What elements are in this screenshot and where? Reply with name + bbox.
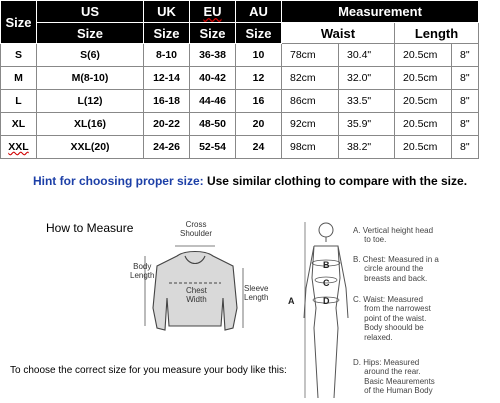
instruction-text: To choose the correct size for you measure your body like this:	[10, 365, 287, 376]
length-in-cell: 8"	[452, 67, 479, 90]
length-in-cell: 8"	[452, 44, 479, 67]
eu-header	[190, 1, 236, 23]
length-cm-cell: 20.5cm	[395, 90, 452, 113]
length-cm-cell: 20.5cm	[395, 44, 452, 67]
label-d: D	[323, 296, 330, 306]
waist-cm-cell: 92cm	[282, 113, 339, 136]
size-cell	[1, 136, 37, 159]
label-a: A	[288, 296, 295, 306]
uk-size-cell: 24-26	[144, 136, 190, 159]
us-size-cell: XL(16)	[37, 113, 144, 136]
uk-subheader: Size	[144, 23, 190, 44]
length-in-cell: 8"	[452, 113, 479, 136]
waist-cm-cell: 86cm	[282, 90, 339, 113]
body-figure	[300, 218, 352, 403]
legend-a: A. Vertical height head to toe.	[353, 226, 434, 245]
size-label: XXL	[8, 141, 29, 153]
table-row	[1, 136, 479, 159]
eu-size-cell: 48-50	[190, 113, 236, 136]
au-size-cell: 20	[236, 113, 282, 136]
au-size-cell: 12	[236, 67, 282, 90]
hint-label: Hint for choosing proper size:	[32, 174, 204, 188]
legend-d: D. Hips: Measured around the rear. Basic Meaurements of the Human Body	[353, 358, 435, 396]
header-row-1	[1, 1, 479, 23]
sleeve-length-label: Sleeve Length	[244, 284, 269, 303]
waist-header: Waist	[282, 23, 395, 44]
table-row	[1, 67, 479, 90]
eu-header-label: EU	[203, 4, 222, 19]
cross-shoulder-label: Cross Shoulder	[180, 220, 213, 239]
us-size-cell: M(8-10)	[37, 67, 144, 90]
waist-cm-cell: 98cm	[282, 136, 339, 159]
au-subheader: Size	[236, 23, 282, 44]
size-cell: L	[1, 90, 37, 113]
eu-subheader: Size	[190, 23, 236, 44]
label-b: B	[323, 260, 330, 270]
uk-size-cell: 20-22	[144, 113, 190, 136]
size-hint	[0, 174, 500, 188]
au-size-cell: 16	[236, 90, 282, 113]
legend-b: B. Chest: Measured in a circle around the breasts and back.	[353, 255, 439, 283]
length-cm-cell: 20.5cm	[395, 136, 452, 159]
how-to-measure-title: How to Measure	[46, 221, 134, 235]
au-header: AU	[236, 1, 282, 23]
hint-text: Use similar clothing to compare with the size.	[206, 174, 468, 188]
uk-size-cell: 12-14	[144, 67, 190, 90]
table-row	[1, 113, 479, 136]
size-chart-table	[0, 0, 479, 159]
size-cell: S	[1, 44, 37, 67]
waist-in-cell: 38.2"	[339, 136, 395, 159]
legend-c: C. Waist: Measured from the narrowest point of the waist. Body shoould be relaxed.	[353, 295, 431, 342]
measurement-header: Measurement	[282, 1, 479, 23]
us-subheader: Size	[37, 23, 144, 44]
uk-size-cell: 16-18	[144, 90, 190, 113]
waist-in-cell: 35.9"	[339, 113, 395, 136]
au-size-cell: 10	[236, 44, 282, 67]
waist-in-cell: 33.5"	[339, 90, 395, 113]
table-row	[1, 90, 479, 113]
waist-cm-cell: 82cm	[282, 67, 339, 90]
eu-size-cell: 52-54	[190, 136, 236, 159]
size-cell: XL	[1, 113, 37, 136]
us-header: US	[37, 1, 144, 23]
table-row	[1, 44, 479, 67]
chest-width-label: Chest Width	[186, 286, 207, 305]
eu-size-cell: 44-46	[190, 90, 236, 113]
header-row-2	[1, 23, 479, 44]
us-size-cell: S(6)	[37, 44, 144, 67]
waist-in-cell: 32.0"	[339, 67, 395, 90]
waist-in-cell: 30.4"	[339, 44, 395, 67]
eu-size-cell: 40-42	[190, 67, 236, 90]
length-cm-cell: 20.5cm	[395, 113, 452, 136]
length-header: Length	[395, 23, 479, 44]
au-size-cell: 24	[236, 136, 282, 159]
uk-header: UK	[144, 1, 190, 23]
size-header: Size	[1, 1, 37, 44]
eu-size-cell: 36-38	[190, 44, 236, 67]
uk-size-cell: 8-10	[144, 44, 190, 67]
size-cell: M	[1, 67, 37, 90]
label-c: C	[323, 278, 330, 288]
length-in-cell: 8"	[452, 136, 479, 159]
length-in-cell: 8"	[452, 90, 479, 113]
us-size-cell: L(12)	[37, 90, 144, 113]
us-size-cell: XXL(20)	[37, 136, 144, 159]
waist-cm-cell: 78cm	[282, 44, 339, 67]
body-length-label: Body Length	[130, 262, 155, 281]
sweater-diagram	[125, 228, 285, 338]
length-cm-cell: 20.5cm	[395, 67, 452, 90]
